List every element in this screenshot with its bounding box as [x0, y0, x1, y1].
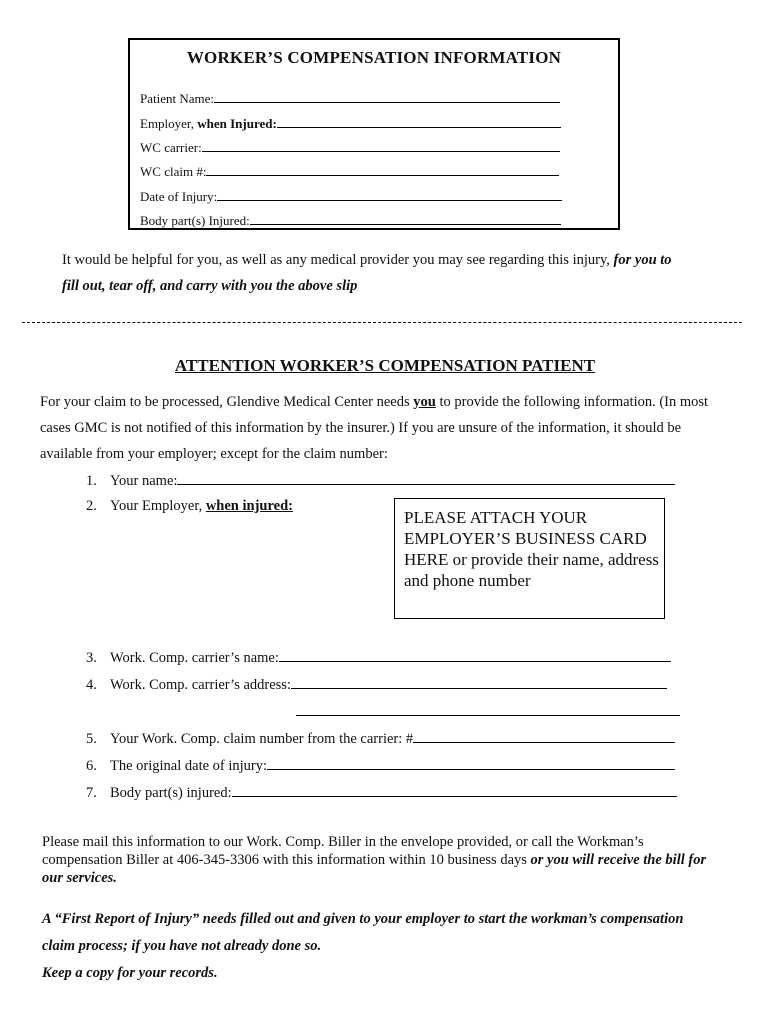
slip-field-employer	[140, 115, 561, 132]
wc-claim-line[interactable]	[206, 163, 559, 176]
footer-line-2: claim process; if you have not already done so.	[42, 938, 322, 954]
mail-note-line-2: compensation Biller at 406-345-3306 with this information within 10 business days	[42, 852, 527, 868]
item-number: 5.	[86, 731, 97, 747]
slip-title: WORKER’S COMPENSATION INFORMATION	[186, 48, 562, 67]
carrier-address-line-2[interactable]	[296, 702, 680, 716]
slip-note-emphasis-2: fill out, tear off, and carry with you the above slip	[62, 278, 358, 294]
item-number: 4.	[86, 677, 97, 693]
item-label-emphasis: when injured:	[205, 498, 293, 514]
item-number: 6.	[86, 758, 97, 774]
business-card-box[interactable]	[394, 498, 665, 619]
item-label: Your name:	[110, 473, 178, 489]
item-label: The original date of injury:	[110, 758, 268, 774]
mail-note-emphasis-2: our services.	[42, 870, 117, 886]
employer-line[interactable]	[277, 115, 561, 128]
business-card-text: PLEASE ATTACH YOUR EMPLOYER’S BUSINESS CARD HERE or provide their name, address and phone number	[404, 508, 659, 590]
intro-text-after: to provide the following information. (In most	[439, 394, 709, 410]
slip-field-body-parts	[140, 212, 561, 229]
item-your-name	[86, 471, 675, 490]
slip-field-label: Patient Name:	[140, 91, 215, 106]
slip-field-patient-name	[140, 90, 560, 107]
item-number: 7.	[86, 785, 97, 801]
item-label: Your Employer,	[110, 498, 203, 514]
item-label: Body part(s) injured:	[110, 785, 232, 801]
slip-field-wc-claim	[140, 163, 559, 180]
mail-note-line-1: Please mail this information to our Work. Comp. Biller in the envelope provided, or call the Workman’s	[42, 834, 644, 850]
item-number: 2.	[86, 498, 97, 514]
slip-field-label: WC carrier:	[140, 140, 202, 155]
footer-instructions	[42, 906, 752, 987]
body-parts-line[interactable]	[250, 212, 561, 225]
item-body-parts	[86, 783, 677, 802]
patient-name-line[interactable]	[214, 90, 560, 103]
slip-field-label: Date of Injury:	[140, 189, 218, 204]
slip-field-label: Employer,	[140, 116, 194, 131]
slip-field-label: Body part(s) Injured:	[140, 213, 250, 228]
wc-carrier-line[interactable]	[202, 139, 560, 152]
carrier-address-line[interactable]	[291, 675, 667, 689]
mail-note-emphasis: or you will receive the bill for	[530, 852, 707, 868]
footer-line-1: A “First Report of Injury” needs filled out and given to your employer to start the workman’s compensation	[42, 911, 684, 927]
intro-line-3: available from your employer; except for the claim number:	[40, 446, 388, 462]
item-number: 1.	[86, 473, 97, 489]
item-label: Your Work. Comp. claim number from the carrier: #	[110, 731, 414, 747]
slip-note-emphasis: for you to	[613, 252, 672, 268]
intro-paragraph	[40, 389, 750, 467]
slip-field-label-bold: when Injured:	[197, 116, 277, 131]
carrier-name-line[interactable]	[279, 648, 671, 662]
item-label: Work. Comp. carrier’s address:	[110, 677, 291, 693]
item-employer	[86, 498, 293, 515]
slip-field-date-of-injury	[140, 188, 562, 205]
your-name-line[interactable]	[177, 471, 675, 485]
item-date-of-injury	[86, 756, 675, 775]
item-claim-number	[86, 729, 675, 748]
injury-date-line[interactable]	[267, 756, 675, 770]
slip-note	[62, 247, 752, 299]
intro-you: you	[413, 394, 436, 410]
body-parts-injured-line[interactable]	[232, 783, 677, 797]
item-number: 3.	[86, 650, 97, 666]
tear-off-slip	[128, 38, 620, 230]
slip-field-label: WC claim #:	[140, 164, 207, 179]
item-label: Work. Comp. carrier’s name:	[110, 650, 279, 666]
item-carrier-address	[86, 675, 667, 694]
mail-note	[42, 833, 752, 887]
intro-text: For your claim to be processed, Glendive Medical Center needs	[40, 394, 410, 410]
intro-line-2: cases GMC is not notified of this information by the insurer.) If you are unsure of the information, it should be	[40, 420, 682, 436]
tear-line	[22, 322, 742, 323]
footer-line-3: Keep a copy for your records.	[42, 965, 218, 981]
section-title: ATTENTION WORKER’S COMPENSATION PATIENT	[174, 356, 596, 375]
claim-number-line[interactable]	[413, 729, 675, 743]
slip-field-wc-carrier	[140, 139, 560, 156]
slip-note-text: It would be helpful for you, as well as any medical provider you may see regarding this injury,	[62, 252, 610, 268]
date-of-injury-line[interactable]	[217, 188, 562, 201]
item-carrier-name	[86, 648, 671, 667]
